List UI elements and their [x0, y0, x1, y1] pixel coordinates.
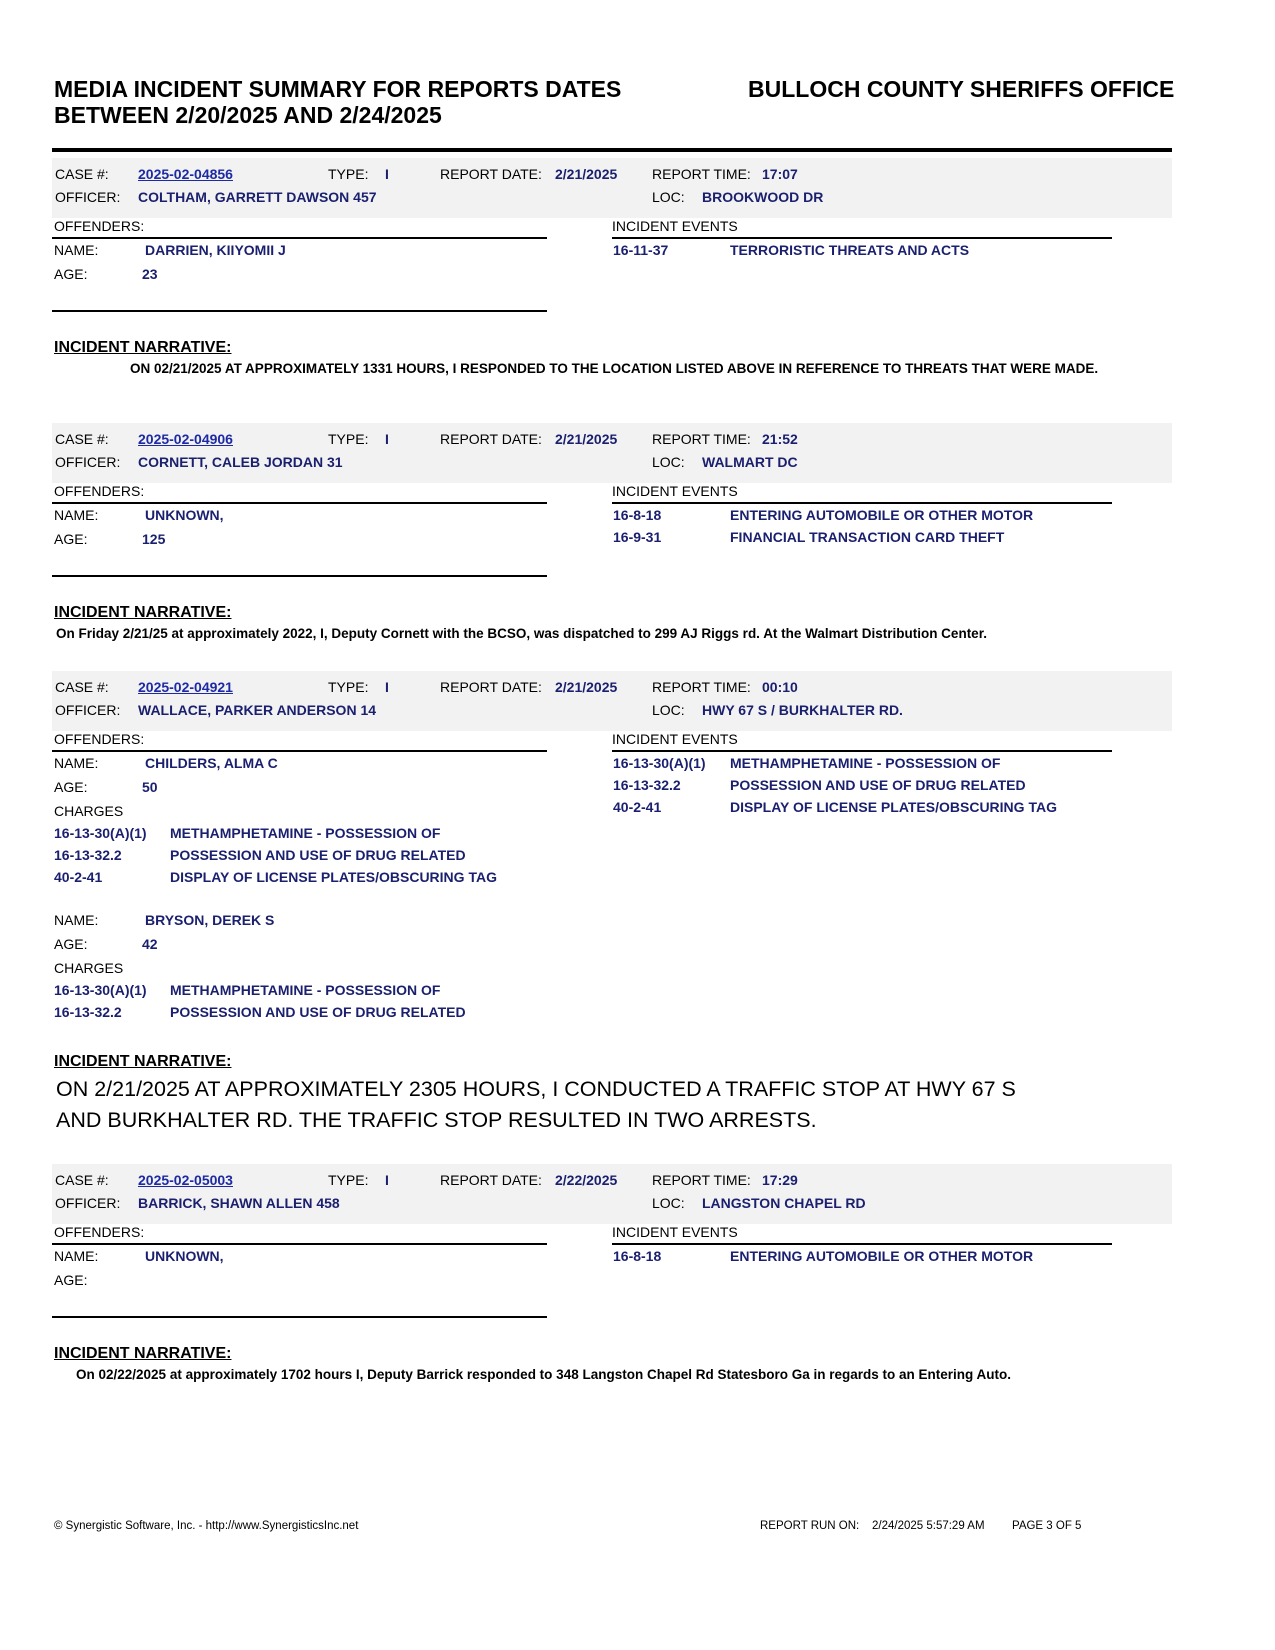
type-value: I — [385, 431, 389, 447]
loc-value: LANGSTON CHAPEL RD — [702, 1195, 866, 1211]
header-divider — [52, 148, 1172, 152]
type-label: TYPE: — [328, 1172, 369, 1188]
officer-label: OFFICER: — [55, 702, 121, 718]
event-code: 16-13-32.2 — [613, 777, 681, 793]
offenders-rule — [52, 502, 547, 504]
charges-label: CHARGES — [54, 960, 124, 976]
case-number-link[interactable]: 2025-02-04906 — [138, 431, 233, 447]
event-desc: TERRORISTIC THREATS AND ACTS — [730, 242, 970, 258]
report-date-value: 2/22/2025 — [555, 1172, 618, 1188]
event-code: 16-8-18 — [613, 507, 662, 523]
offenders-rule — [52, 750, 547, 752]
offenders-end-rule — [52, 575, 547, 577]
offender-age: 23 — [142, 266, 158, 282]
charge-code: 16-13-30(A)(1) — [54, 982, 147, 998]
loc-value: BROOKWOOD DR — [702, 189, 824, 205]
offender-name: UNKNOWN, — [145, 507, 224, 523]
report-date-label: REPORT DATE: — [440, 166, 542, 182]
offenders-label: OFFENDERS: — [54, 218, 145, 234]
event-code: 16-13-30(A)(1) — [613, 755, 706, 771]
report-title: MEDIA INCIDENT SUMMARY FOR REPORTS DATES BETWEEN 2/20/2025 AND 2/24/2025 — [54, 76, 622, 128]
name-label: NAME: — [54, 242, 99, 258]
name-label: NAME: — [54, 755, 99, 771]
agency-name: BULLOCH COUNTY SHERIFFS OFFICE — [748, 76, 1175, 102]
narrative-title: INCIDENT NARRATIVE: — [54, 1053, 232, 1070]
offenders-end-rule — [52, 310, 547, 312]
loc-value: WALMART DC — [702, 454, 798, 470]
charge-code: 16-13-32.2 — [54, 847, 122, 863]
case-label: CASE #: — [55, 166, 109, 182]
offender-name: CHILDERS, ALMA C — [145, 755, 278, 771]
narrative-text: ON 2/21/2025 AT APPROXIMATELY 2305 HOURS, I CONDUCTED A TRAFFIC STOP AT HWY 67 S AND BURKHALTER RD. THE TRAFFIC STOP RESULTED IN TWO ARRESTS. — [56, 1077, 1016, 1132]
loc-label: LOC: — [652, 454, 685, 470]
charge-desc: DISPLAY OF LICENSE PLATES/OBSCURING TAG — [170, 869, 497, 885]
charge-code: 40-2-41 — [54, 869, 103, 885]
incident-events-label: INCIDENT EVENTS — [612, 218, 738, 234]
offender-name: UNKNOWN, — [145, 1248, 224, 1264]
report-time-value: 17:29 — [762, 1172, 798, 1188]
offender-age: 125 — [142, 531, 166, 547]
type-value: I — [385, 1172, 389, 1188]
event-desc: ENTERING AUTOMOBILE OR OTHER MOTOR — [730, 507, 1034, 523]
loc-label: LOC: — [652, 189, 685, 205]
case-number-link[interactable]: 2025-02-04921 — [138, 679, 233, 695]
events-rule — [612, 502, 1112, 504]
narrative-text: On 02/22/2025 at approximately 1702 hours I, Deputy Barrick responded to 348 Langston Chapel Rd Statesboro Ga in regards to an Entering Auto. — [76, 1367, 1011, 1382]
offenders-label: OFFENDERS: — [54, 483, 145, 499]
officer-value: BARRICK, SHAWN ALLEN 458 — [138, 1195, 340, 1211]
officer-value: CORNETT, CALEB JORDAN 31 — [138, 454, 343, 470]
age-label: AGE: — [54, 266, 88, 282]
case-label: CASE #: — [55, 431, 109, 447]
offender-age: 50 — [142, 779, 158, 795]
events-rule — [612, 1243, 1112, 1245]
officer-label: OFFICER: — [55, 454, 121, 470]
officer-label: OFFICER: — [55, 1195, 121, 1211]
incident-events-label: INCIDENT EVENTS — [612, 1224, 738, 1240]
case-label: CASE #: — [55, 679, 109, 695]
event-desc: ENTERING AUTOMOBILE OR OTHER MOTOR — [730, 1248, 1034, 1264]
offender-age: 42 — [142, 936, 158, 952]
type-label: TYPE: — [328, 679, 369, 695]
narrative-title: INCIDENT NARRATIVE: — [54, 604, 232, 621]
narrative-title: INCIDENT NARRATIVE: — [54, 1345, 232, 1362]
case-number-link[interactable]: 2025-02-04856 — [138, 166, 233, 182]
event-desc: FINANCIAL TRANSACTION CARD THEFT — [730, 529, 1005, 545]
report-date-value: 2/21/2025 — [555, 166, 618, 182]
officer-label: OFFICER: — [55, 189, 121, 205]
narrative-title: INCIDENT NARRATIVE: — [54, 339, 232, 356]
event-code: 16-9-31 — [613, 529, 662, 545]
footer-run-label: REPORT RUN ON: — [760, 1520, 860, 1532]
type-value: I — [385, 166, 389, 182]
report-date-value: 2/21/2025 — [555, 431, 618, 447]
report-date-label: REPORT DATE: — [440, 1172, 542, 1188]
report-date-label: REPORT DATE: — [440, 431, 542, 447]
name-label: NAME: — [54, 912, 99, 928]
age-label: AGE: — [54, 531, 88, 547]
charge-desc: METHAMPHETAMINE - POSSESSION OF — [170, 825, 441, 841]
report-time-label: REPORT TIME: — [652, 166, 751, 182]
offenders-label: OFFENDERS: — [54, 731, 145, 747]
name-label: NAME: — [54, 507, 99, 523]
charges-label: CHARGES — [54, 803, 124, 819]
incident-events-label: INCIDENT EVENTS — [612, 731, 738, 747]
report-time-value: 00:10 — [762, 679, 798, 695]
event-desc: POSSESSION AND USE OF DRUG RELATED — [730, 777, 1026, 793]
footer-copyright: © Synergistic Software, Inc. - http://www.SynergisticsInc.net — [54, 1520, 359, 1532]
event-desc: DISPLAY OF LICENSE PLATES/OBSCURING TAG — [730, 799, 1057, 815]
narrative-text: ON 02/21/2025 AT APPROXIMATELY 1331 HOURS, I RESPONDED TO THE LOCATION LISTED ABOVE IN REFERENCE TO THREATS THAT WERE MADE. — [130, 361, 1099, 376]
offenders-rule — [52, 237, 547, 239]
events-rule — [612, 237, 1112, 239]
type-label: TYPE: — [328, 431, 369, 447]
type-label: TYPE: — [328, 166, 369, 182]
offenders-rule — [52, 1243, 547, 1245]
footer-page: PAGE 3 OF 5 — [1012, 1520, 1082, 1532]
officer-value: WALLACE, PARKER ANDERSON 14 — [138, 702, 377, 718]
offender-name: BRYSON, DEREK S — [145, 912, 275, 928]
event-code: 40-2-41 — [613, 799, 662, 815]
loc-label: LOC: — [652, 1195, 685, 1211]
report-time-value: 21:52 — [762, 431, 798, 447]
loc-label: LOC: — [652, 702, 685, 718]
loc-value: HWY 67 S / BURKHALTER RD. — [702, 702, 903, 718]
footer-run-on: 2/24/2025 5:57:29 AM — [872, 1520, 985, 1532]
report-date-label: REPORT DATE: — [440, 679, 542, 695]
officer-value: COLTHAM, GARRETT DAWSON 457 — [138, 189, 377, 205]
age-label: AGE: — [54, 779, 88, 795]
type-value: I — [385, 679, 389, 695]
report-date-value: 2/21/2025 — [555, 679, 618, 695]
event-desc: METHAMPHETAMINE - POSSESSION OF — [730, 755, 1001, 771]
event-code: 16-11-37 — [613, 242, 669, 258]
age-label: AGE: — [54, 936, 88, 952]
offenders-label: OFFENDERS: — [54, 1224, 145, 1240]
charge-desc: METHAMPHETAMINE - POSSESSION OF — [170, 982, 441, 998]
age-label: AGE: — [54, 1272, 88, 1288]
offenders-end-rule — [52, 1316, 547, 1318]
case-number-link[interactable]: 2025-02-05003 — [138, 1172, 233, 1188]
narrative-text: On Friday 2/21/25 at approximately 2022, I, Deputy Cornett with the BCSO, was dispatched to 299 AJ Riggs rd. At the Walmart Distribution Center. — [56, 626, 987, 641]
report-time-value: 17:07 — [762, 166, 798, 182]
incident-events-label: INCIDENT EVENTS — [612, 483, 738, 499]
case-label: CASE #: — [55, 1172, 109, 1188]
events-rule — [612, 750, 1112, 752]
offender-name: DARRIEN, KIIYOMII J — [145, 242, 286, 258]
report-time-label: REPORT TIME: — [652, 431, 751, 447]
report-time-label: REPORT TIME: — [652, 1172, 751, 1188]
charge-desc: POSSESSION AND USE OF DRUG RELATED — [170, 847, 466, 863]
charge-desc: POSSESSION AND USE OF DRUG RELATED — [170, 1004, 466, 1020]
event-code: 16-8-18 — [613, 1248, 662, 1264]
name-label: NAME: — [54, 1248, 99, 1264]
report-time-label: REPORT TIME: — [652, 679, 751, 695]
charge-code: 16-13-30(A)(1) — [54, 825, 147, 841]
charge-code: 16-13-32.2 — [54, 1004, 122, 1020]
